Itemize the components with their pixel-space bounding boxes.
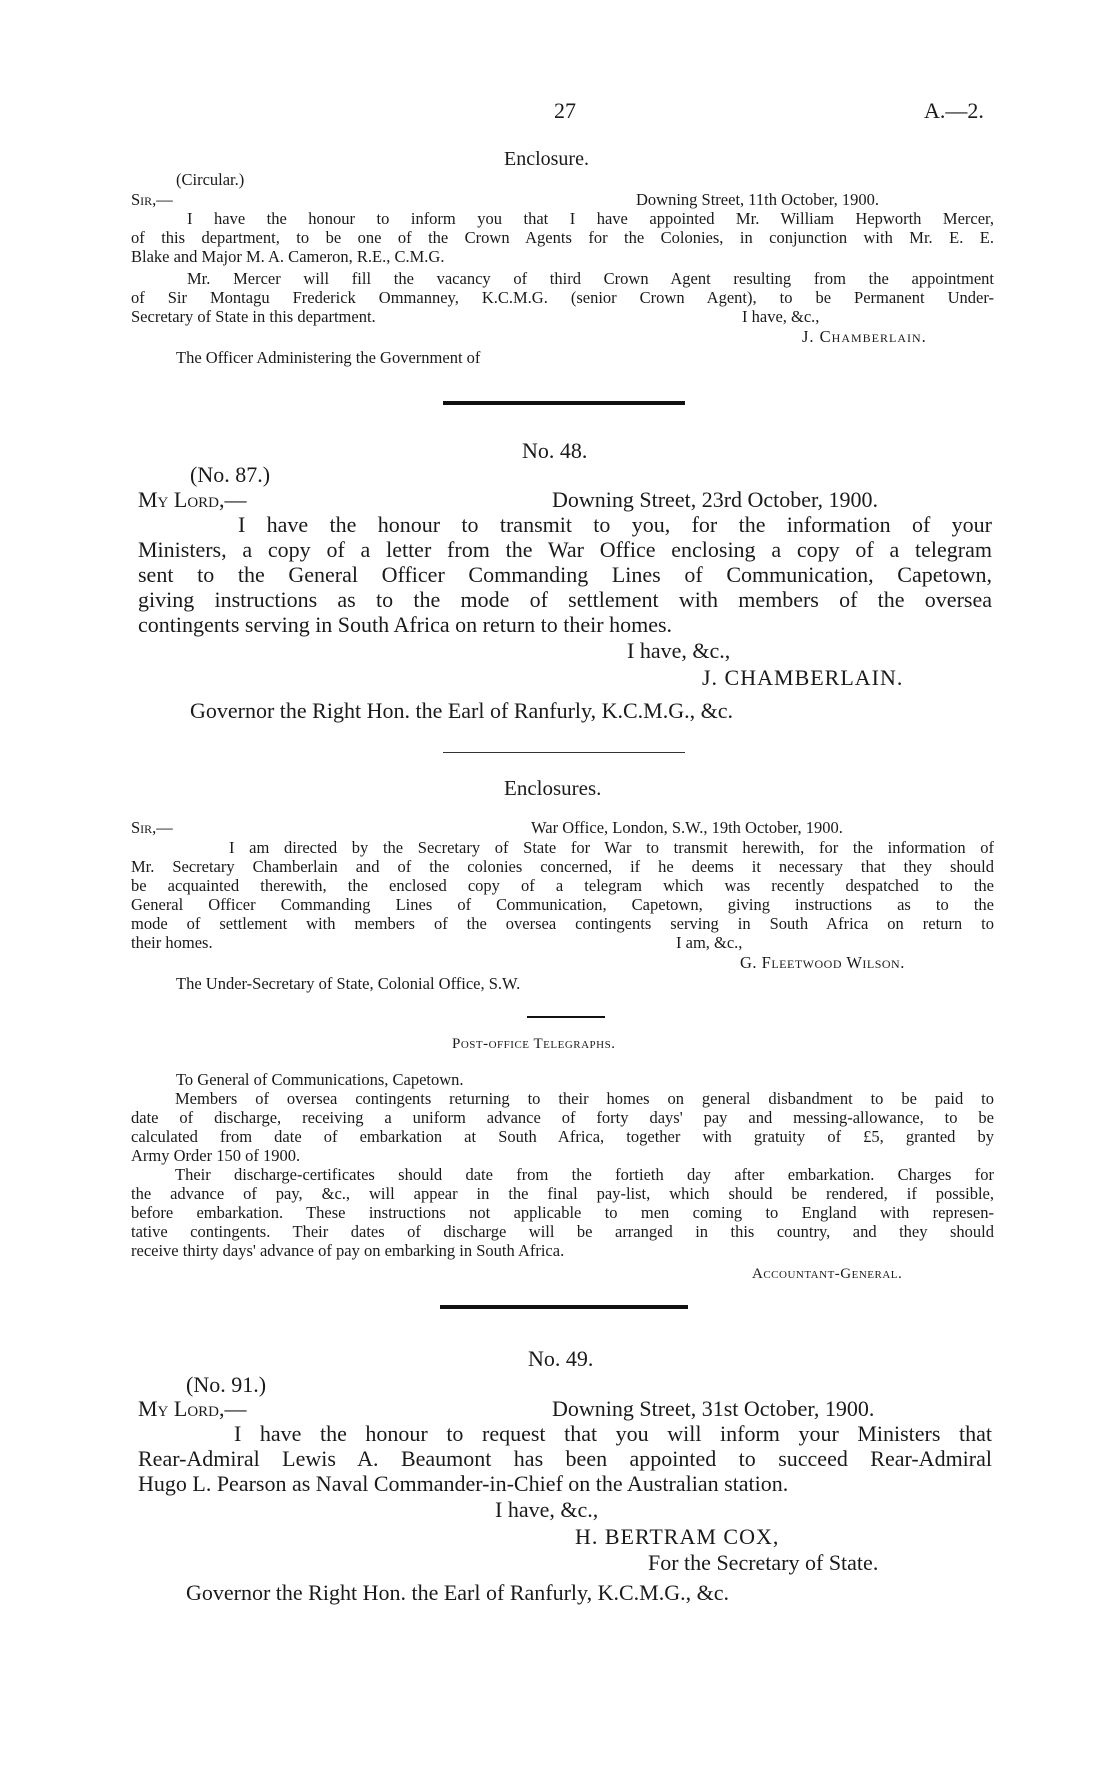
enclosures-addressee: The Under-Secretary of State, Colonial Office, S.W. [176, 974, 521, 993]
telegram-line-2: date of discharge, receiving a uniform advance of forty days' pay and messing-allowance, to be [131, 1108, 994, 1127]
enclosures-salutation: Sir,— [131, 818, 173, 837]
section-divider-2 [440, 1305, 688, 1309]
circular-line-2: of this department, to be one of the Crown Agents for the Colonies, in conjunction with Mr. E. E. [131, 228, 994, 247]
telegram-heading: Post-office Telegraphs. [452, 1036, 616, 1052]
enclosures-line-3: be acquainted therewith, the enclosed copy of a telegram which was recently despatched to the [131, 876, 994, 895]
enclosures-line-6: their homes. [131, 933, 213, 952]
no48-signature: J. CHAMBERLAIN. [702, 665, 904, 690]
telegram-line-8: tative contingents. Their dates of discharge will be arranged in this country, and they should [131, 1222, 994, 1241]
telegram-to: To General of Communications, Capetown. [176, 1070, 464, 1089]
circular-line-3: Blake and Major M. A. Cameron, R.E., C.M.G. [131, 247, 445, 266]
circular-salutation: Sir,— [131, 190, 173, 209]
no48-addressee: Governor the Right Hon. the Earl of Ranfurly, K.C.M.G., &c. [190, 698, 733, 723]
telegram-line-7: before embarkation. These instructions not applicable to men coming to England with represen- [131, 1203, 994, 1222]
no48-line-5: contingents serving in South Africa on return to their homes. [138, 612, 673, 637]
telegram-line-6: the advance of pay, &c., will appear in the final pay-list, which should be rendered, if possible, [131, 1184, 994, 1203]
enclosure-heading: Enclosure. [504, 148, 589, 170]
no49-number: No. 49. [528, 1346, 594, 1371]
no49-addressee: Governor the Right Hon. the Earl of Ranfurly, K.C.M.G., &c. [186, 1580, 729, 1605]
circular-line-5: of Sir Montagu Frederick Ommanney, K.C.M.G. (senior Crown Agent), to be Permanent Under- [131, 288, 994, 307]
enclosures-dateline: War Office, London, S.W., 19th October, 1900. [531, 818, 843, 837]
no49-signature-role: For the Secretary of State. [648, 1550, 879, 1575]
no48-line-1: I have the honour to transmit to you, for the information of your [238, 512, 992, 537]
circular-line-4: Mr. Mercer will fill the vacancy of third Crown Agent resulting from the appointment [187, 269, 994, 288]
no48-salutation: My Lord,— [138, 487, 247, 512]
section-divider [443, 401, 685, 405]
enclosures-line-1: I am directed by the Secretary of State for War to transmit herewith, for the information of [229, 838, 994, 857]
telegram-line-3: calculated from date of embarkation at South Africa, together with gratuity of £5, granted by [131, 1127, 994, 1146]
no49-ref: (No. 91.) [186, 1372, 267, 1397]
telegram-signature: Accountant-General. [752, 1266, 903, 1282]
no49-salutation: My Lord,— [138, 1396, 247, 1421]
no48-dateline: Downing Street, 23rd October, 1900. [552, 487, 879, 512]
no49-dateline: Downing Street, 31st October, 1900. [552, 1396, 875, 1421]
no49-closing: I have, &c., [495, 1497, 599, 1522]
telegram-line-5: Their discharge-certificates should date from the fortieth day after embarkation. Charges for [175, 1165, 994, 1184]
no48-line-3: sent to the General Officer Commanding Lines of Communication, Capetown, [138, 562, 992, 587]
telegram-divider [527, 1016, 605, 1018]
no48-line-2: Ministers, a copy of a letter from the War Office enclosing a copy of a telegram [138, 537, 992, 562]
circular-signature: J. Chamberlain. [802, 327, 927, 346]
enclosure-divider [443, 752, 685, 753]
telegram-line-4: Army Order 150 of 1900. [131, 1146, 301, 1165]
circular-dateline: Downing Street, 11th October, 1900. [636, 190, 879, 209]
no48-number: No. 48. [522, 438, 588, 463]
enclosures-heading: Enclosures. [504, 776, 602, 800]
enclosures-closing: I am, &c., [676, 933, 743, 952]
enclosures-line-5: mode of settlement with members of the oversea contingents serving in South Africa on return to [131, 914, 994, 933]
circular-ref: (Circular.) [176, 170, 245, 189]
no49-line-1: I have the honour to request that you will inform your Ministers that [234, 1421, 992, 1446]
telegram-line-9: receive thirty days' advance of pay on embarking in South Africa. [131, 1241, 565, 1260]
telegram-line-1: Members of oversea contingents returning to their homes on general disbandment to be paid to [175, 1089, 994, 1108]
circular-line-6: Secretary of State in this department. [131, 307, 376, 326]
enclosures-signature: G. Fleetwood Wilson. [740, 953, 905, 972]
no48-closing: I have, &c., [627, 638, 731, 663]
series-reference: A.—2. [924, 98, 984, 123]
no49-line-2: Rear-Admiral Lewis A. Beaumont has been appointed to succeed Rear-Admiral [138, 1446, 992, 1471]
no49-line-3: Hugo L. Pearson as Naval Commander-in-Chief on the Australian station. [138, 1471, 789, 1496]
no49-signature: H. BERTRAM COX, [575, 1524, 780, 1549]
circular-line-1: I have the honour to inform you that I have appointed Mr. William Hepworth Mercer, [187, 209, 994, 228]
circular-addressee: The Officer Administering the Government of [176, 348, 481, 367]
no48-line-4: giving instructions as to the mode of settlement with members of the oversea [138, 587, 992, 612]
no48-ref: (No. 87.) [190, 462, 271, 487]
enclosures-line-4: General Officer Commanding Lines of Communication, Capetown, giving instructions as to the [131, 895, 994, 914]
enclosures-line-2: Mr. Secretary Chamberlain and of the colonies concerned, if he deems it necessary that they should [131, 857, 994, 876]
page-number: 27 [554, 98, 576, 123]
circular-closing: I have, &c., [742, 307, 820, 326]
